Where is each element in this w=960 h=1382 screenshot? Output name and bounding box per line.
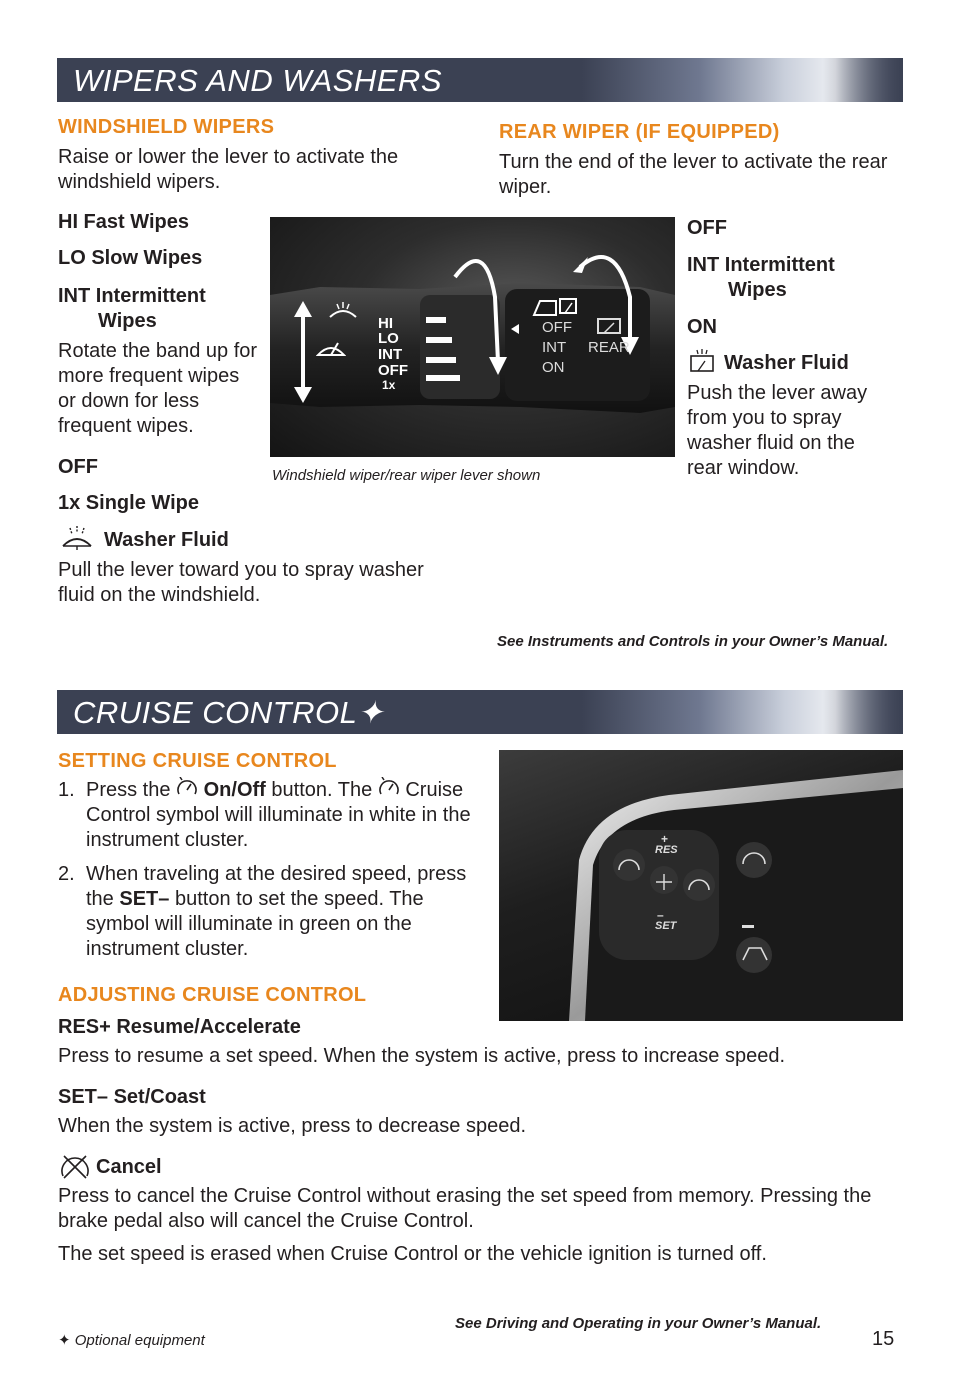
cruise-see-manual: See Driving and Operating in your Owner’s Manual. bbox=[455, 1315, 822, 1332]
step1-a: Press the bbox=[86, 779, 171, 801]
windshield-int: INT Intermittent bbox=[58, 285, 206, 307]
step2-b: SET– bbox=[119, 888, 170, 910]
step1-number: 1. bbox=[58, 779, 75, 801]
rear-on: ON bbox=[687, 316, 717, 338]
step2-number: 2. bbox=[58, 863, 75, 885]
windshield-off: OFF bbox=[58, 456, 98, 478]
step2-text bbox=[86, 862, 481, 962]
rear-intro: Turn the end of the lever to activate the rear wiper. bbox=[499, 151, 888, 198]
windshield-wipers-heading: WINDSHIELD WIPERS bbox=[58, 116, 275, 138]
photo-label-plus: + bbox=[661, 832, 669, 846]
step1-b: On/Off bbox=[203, 779, 266, 801]
wipers-banner-title: WIPERS AND WASHERS bbox=[73, 63, 442, 98]
step2-a: When traveling at the desired speed, press the bbox=[86, 863, 467, 910]
res-desc: Press to resume a set speed. When the system is active, press to increase speed. bbox=[58, 1045, 786, 1067]
wiper-photo-caption: Windshield wiper/rear wiper lever shown bbox=[272, 467, 541, 484]
adjusting-cruise-heading: ADJUSTING CRUISE CONTROL bbox=[58, 984, 367, 1006]
photo-label-int: INT bbox=[378, 346, 403, 363]
cruise-banner-title: CRUISE CONTROL✦ bbox=[73, 695, 384, 730]
windshield-washer-icon bbox=[60, 524, 94, 557]
rear-int-wipes: Wipes bbox=[728, 279, 787, 301]
windshield-washer-label: Washer Fluid bbox=[104, 529, 229, 551]
windshield-washer-photo-icon bbox=[328, 301, 358, 324]
windshield-wiper-icon bbox=[316, 337, 346, 364]
windshield-pull: Pull the lever toward you to spray washer fluid on the windshield. bbox=[58, 559, 424, 606]
setting-cruise-heading: SETTING CRUISE CONTROL bbox=[58, 750, 337, 772]
step1-d: Cruise Control symbol will illuminate in white in the instrument cluster. bbox=[86, 779, 471, 851]
windshield-single: 1x Single Wipe bbox=[58, 492, 199, 514]
photo-label-rear-int: INT bbox=[542, 339, 567, 356]
rear-wiper-heading: REAR WIPER (IF EQUIPPED) bbox=[499, 121, 780, 143]
windshield-rotate: Rotate the band up for more frequent wipes or down for less frequent wipes. bbox=[58, 340, 258, 437]
windshield-intro: Raise or lower the lever to activate the windshield wipers. bbox=[58, 146, 399, 193]
page-number: 15 bbox=[872, 1328, 895, 1350]
set-term: SET– Set/Coast bbox=[58, 1086, 206, 1108]
wipers-see-manual: See Instruments and Controls in your Owner’s Manual. bbox=[497, 633, 889, 650]
cancel-icon bbox=[60, 1154, 90, 1185]
photo-label-rear-on: ON bbox=[542, 359, 565, 376]
photo-label-hi: HI bbox=[378, 315, 393, 332]
photo-label-rear-off: OFF bbox=[542, 319, 572, 336]
wiper-lever-photo bbox=[270, 217, 675, 457]
optional-equipment-note: ✦ Optional equipment bbox=[58, 1332, 205, 1349]
rear-wiper-photo-icon bbox=[596, 317, 622, 342]
res-term: RES+ Resume/Accelerate bbox=[58, 1016, 301, 1038]
rear-push: Push the lever away from you to spray washer fluid on the rear window. bbox=[687, 382, 868, 479]
step1-c: button. The bbox=[271, 779, 373, 801]
cancel-desc: Press to cancel the Cruise Control without erasing the set speed from memory. Pressing the brake pedal also will cancel the Cruise Control. bbox=[58, 1185, 872, 1232]
photo-label-minus: – bbox=[657, 908, 664, 922]
cruise-banner bbox=[57, 690, 903, 734]
windshield-int-wipes: Wipes bbox=[98, 310, 157, 332]
cruise-buttons-photo bbox=[499, 750, 903, 1021]
cruise-icon bbox=[176, 780, 198, 798]
photo-label-set: SET bbox=[655, 920, 677, 932]
rear-washer-label: Washer Fluid bbox=[724, 352, 849, 374]
rear-washer-photo-icon bbox=[532, 295, 580, 322]
rear-int: INT Intermittent bbox=[687, 254, 835, 276]
rear-washer-icon bbox=[688, 349, 716, 380]
windshield-hi: HI Fast Wipes bbox=[58, 211, 189, 233]
wipers-banner bbox=[57, 58, 903, 102]
photo-label-off: OFF bbox=[378, 362, 408, 379]
photo-label-1x: 1x bbox=[382, 378, 396, 392]
photo-label-lo: LO bbox=[378, 330, 399, 347]
step2-c: button to set the speed. The symbol will illuminate in green on the instrument cluster. bbox=[86, 888, 424, 960]
set-desc: When the system is active, press to decrease speed. bbox=[58, 1115, 526, 1137]
windshield-lo: LO Slow Wipes bbox=[58, 247, 203, 269]
cruise-icon bbox=[378, 780, 400, 798]
step1-text bbox=[86, 778, 481, 853]
cancel-term: Cancel bbox=[96, 1156, 162, 1178]
erased-note: The set speed is erased when Cruise Control or the vehicle ignition is turned off. bbox=[58, 1243, 767, 1265]
rear-off: OFF bbox=[687, 217, 727, 239]
photo-label-res: RES bbox=[655, 844, 678, 856]
photo-label-rear: REAR bbox=[588, 339, 630, 356]
